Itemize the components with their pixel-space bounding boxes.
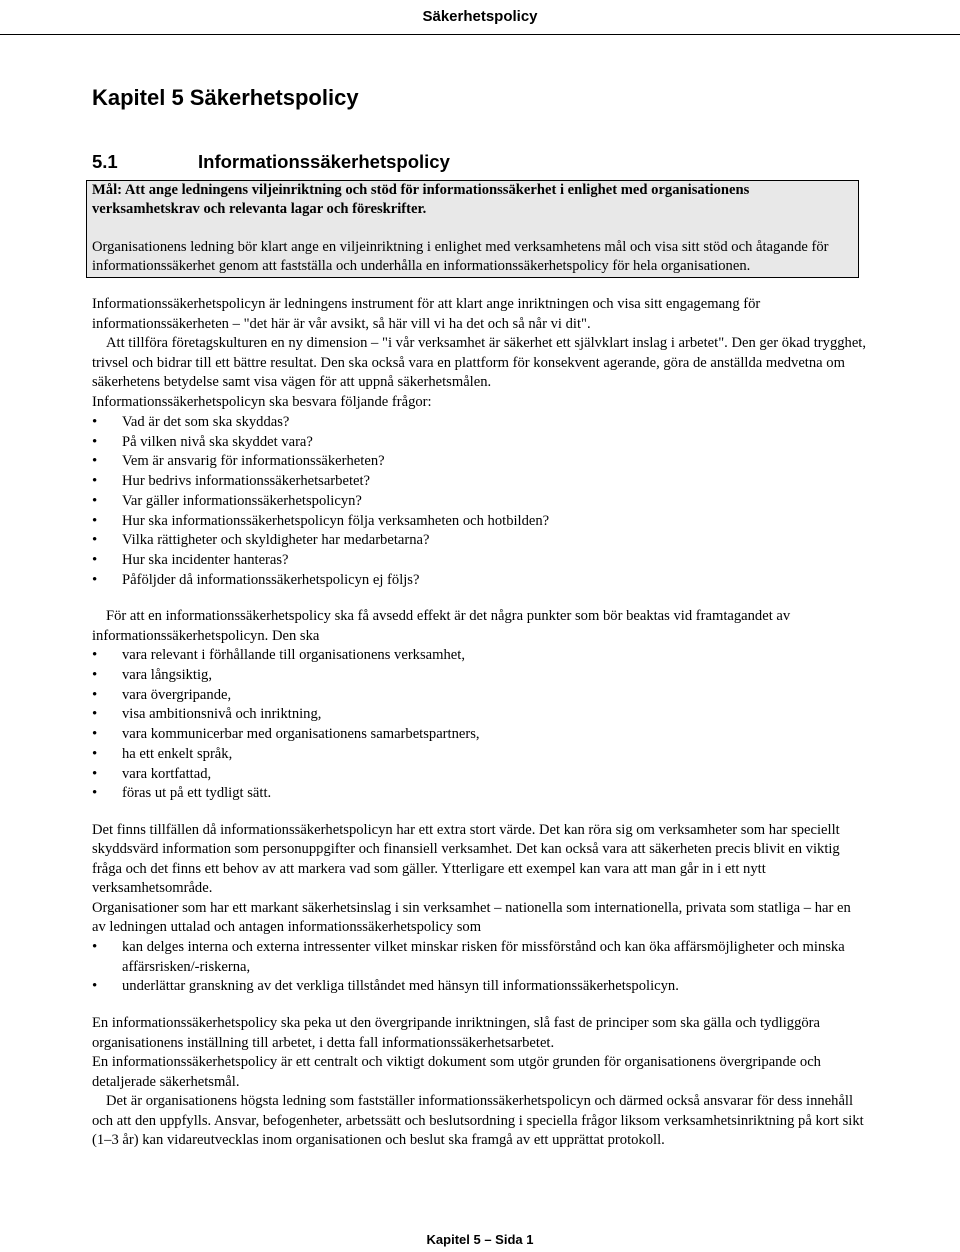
list-item: • underlättar granskning av det verkliga tillståndet med hänsyn till informationssäkerhetspolicyn. [92, 977, 868, 997]
paragraph-3: Informationssäkerhetspolicyn ska besvara följande frågor: [92, 393, 432, 410]
paragraph-2: Att tillföra företagskulturen en ny dimension – "i vår verksamhet är säkerhet ett självklart inslag i arbetet". Den ger ökad trygghet, trivsel och bidrar till ett bättre resultat. Den ska också vara en plattform för konsekvent agerande, göra de anställda medvetna om säkerhetens betydelse samt visa vägen för att uppnå säkerhetsmålen. [92, 335, 867, 390]
list-item: • Vad är det som ska skyddas? [92, 413, 868, 433]
paragraph-5: Det finns tillfällen då informationssäkerhetspolicyn har ett extra stort värde. Det kan röra sig om verksamheter som har speciellt skyddsvärd information som personuppgifter och finansiell verksamhet. Det kan också vara att säkerheten precis blivit en viktig fråga och det finns ett behov av att markera vad som gäller. Ytterligare ett exempel kan vara att man går in i ett nytt verksamhetsområde. [92, 821, 840, 897]
objective-goal: Mål: Att ange ledningens viljeinriktning och stöd för informationssäkerhet i enlighet med organisationens verksamhetskrav och relevanta lagar och föreskrifter. [92, 182, 750, 217]
list-item: • vara långsiktig, [92, 666, 868, 686]
list-item: • På vilken nivå ska skyddet vara? [92, 433, 868, 453]
list-item: • Var gäller informationssäkerhetspolicyn? [92, 492, 868, 512]
page-content [92, 84, 868, 1151]
footer-page-number: Kapitel 5 – Sida 1 [426, 1232, 534, 1247]
list-item: • kan delges interna och externa intressenter vilket minskar risken för missförstånd och kan öka affärsmöjligheter och minska affärsrisken/-riskerna, [92, 938, 868, 977]
page-footer [0, 1232, 960, 1247]
list-item: • vara övergripande, [92, 686, 868, 706]
list-item: • ha ett enkelt språk, [92, 745, 868, 765]
paragraph-8: En informationssäkerhetspolicy är ett centralt och viktigt dokument som utgör grunden för organisationens övergripande och detaljerade säkerhetsmål. [92, 1054, 821, 1090]
paragraph-1: Informationssäkerhetspolicyn är ledningens instrument för att klart ange inriktningen och visa sitt engagemang för informationssäkerheten – "det här är vår avsikt, så här vill vi ha det och så når vi dit". [92, 296, 761, 332]
list-item: • vara kortfattad, [92, 765, 868, 785]
chapter-title: Kapitel 5 Säkerhetspolicy [92, 85, 359, 110]
list-item: • visa ambitionsnivå och inriktning, [92, 705, 868, 725]
objective-box [86, 180, 859, 278]
section-title: Informationssäkerhetspolicy [198, 151, 450, 172]
questions-list [92, 413, 868, 590]
paragraph-7: En informationssäkerhetspolicy ska peka ut den övergripande inriktningen, slå fast de principer som ska gälla och tydliggöra organisationens inställning till arbetet, i detta fall informationssäkerhetsarbetet. [92, 1015, 821, 1051]
list-item: • Vilka rättigheter och skyldigheter har medarbetarna? [92, 531, 868, 551]
list-item: • Hur ska incidenter hanteras? [92, 551, 868, 571]
section-heading [92, 150, 868, 174]
list-item: • föras ut på ett tydligt sätt. [92, 784, 868, 804]
list-item: • Påföljder då informationssäkerhetspolicyn ej följs? [92, 571, 868, 591]
section-number: 5.1 [92, 151, 118, 172]
list-item: • Vem är ansvarig för informationssäkerheten? [92, 452, 868, 472]
benefits-list [92, 938, 868, 997]
page-header [0, 0, 960, 35]
paragraph-6: Organisationer som har ett markant säkerhetsinslag i sin verksamhet – nationella som internationella, privata som statliga – har en av ledningen uttalad och antagen informationssäkerhetspolicy som [92, 899, 851, 936]
list-item: • Hur bedrivs informationssäkerhetsarbetet? [92, 472, 868, 492]
paragraph-4: För att en informationssäkerhetspolicy ska få avsedd effekt är det några punkter som bör beaktas vid framtagandet av informationssäkerhetspolicyn. Den ska [92, 608, 791, 644]
paragraph-9: Det är organisationens högsta ledning som fastställer informationssäkerhetspolicyn och därmed också ansvarar för dess innehåll och att den uppfylls. Ansvar, befogenheter, arbetssätt och beslutsordning i speciella frågor liksom verksamhetsinriktning på kort sikt (1–3 år) kan vidareutvecklas inom organisationen och beslut ska framgå av ett upprättat protokoll. [92, 1093, 864, 1149]
header-title: Säkerhetspolicy [422, 8, 538, 25]
criteria-list [92, 646, 868, 804]
list-item: • Hur ska informationssäkerhetspolicyn följa verksamheten och hotbilden? [92, 512, 868, 532]
list-item: • vara relevant i förhållande till organisationens verksamhet, [92, 646, 868, 666]
list-item: • vara kommunicerbar med organisationens samarbetspartners, [92, 725, 868, 745]
objective-text: Organisationens ledning bör klart ange en viljeinriktning i enlighet med verksamhetens mål och visa sitt stöd och åtagande för informationssäkerhet genom att fastställa och underhålla en informationssäkerhetspolicy för hela organisationen. [92, 239, 829, 274]
